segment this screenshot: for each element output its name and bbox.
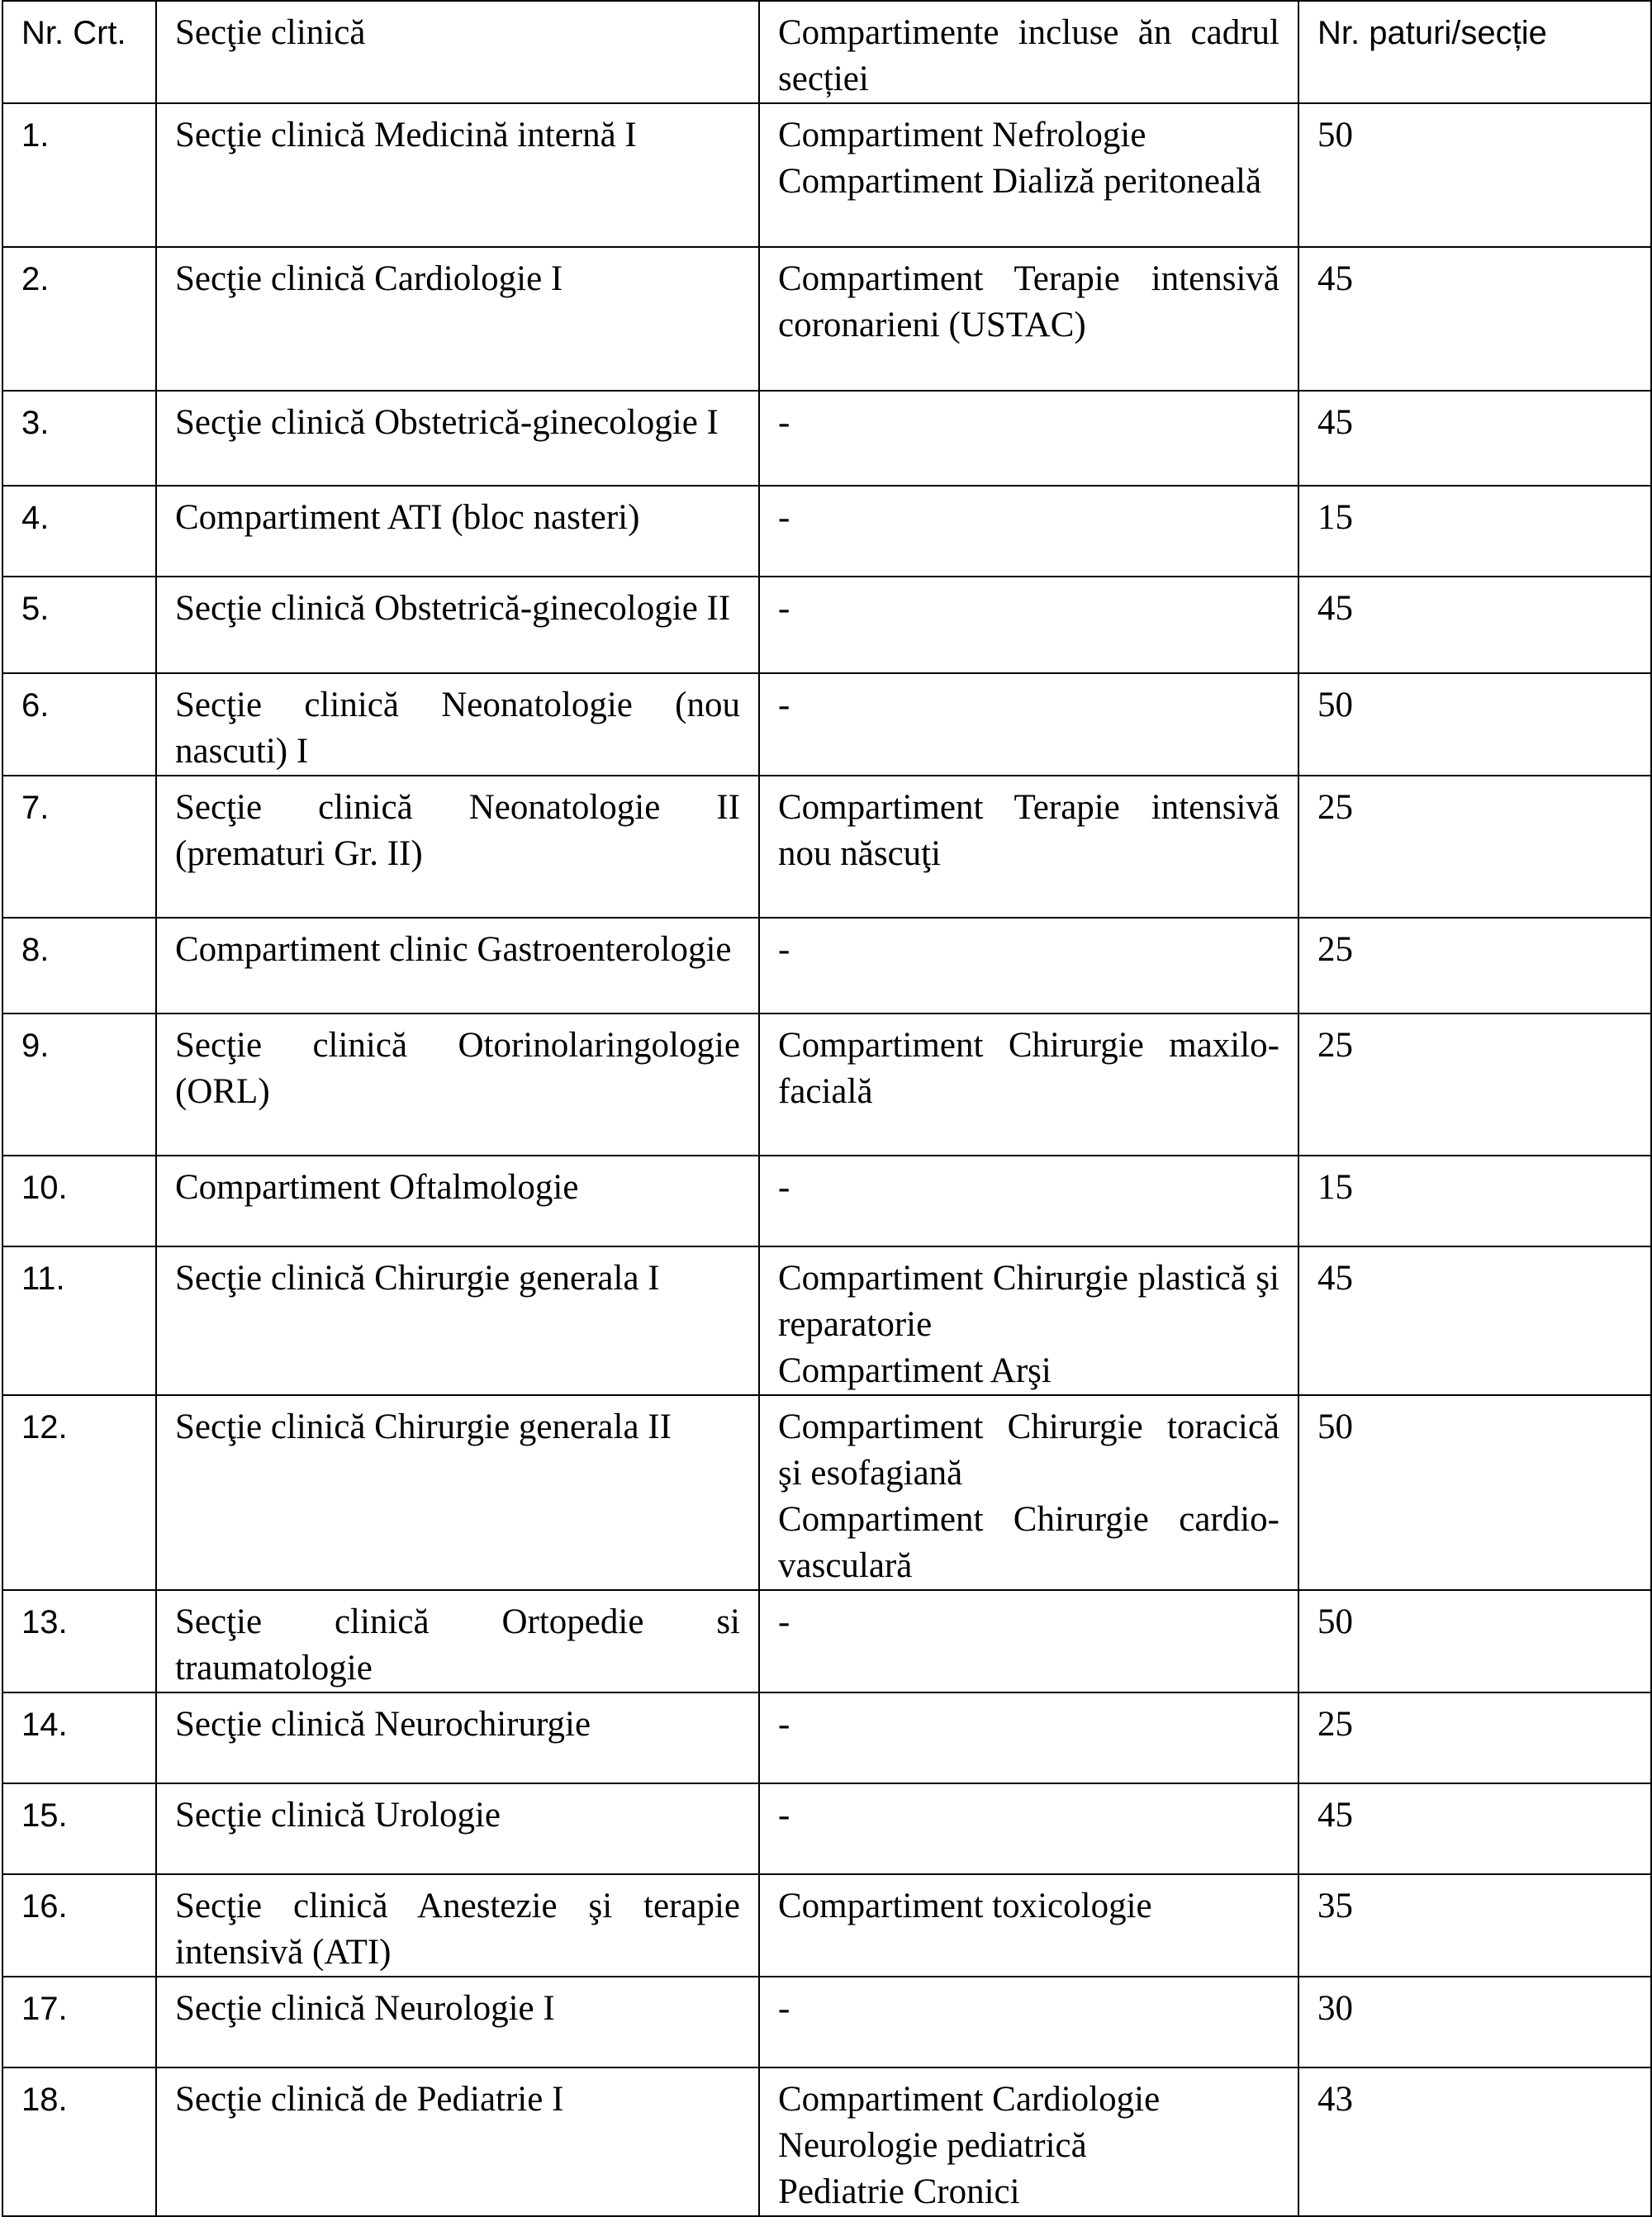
- bed-count: 25: [1298, 1014, 1651, 1156]
- section-name: Secţie clinică Otorinolaringologie (ORL): [156, 1014, 759, 1156]
- row-number: 9.: [2, 1014, 156, 1156]
- table-row: [2, 776, 1651, 918]
- compartment-name: Compartiment toxicologie: [778, 1887, 1152, 1925]
- compartments-cell: [759, 1783, 1298, 1874]
- compartment-name: Pediatrie Cronici: [778, 2172, 1020, 2211]
- compartments-cell: [759, 1874, 1298, 1977]
- header-section: Secţie clinică: [156, 1, 759, 103]
- row-number: 2.: [2, 247, 156, 391]
- compartments-cell: [759, 2067, 1298, 2216]
- compartment-name: -: [778, 1796, 790, 1835]
- bed-count: 43: [1298, 2067, 1651, 2216]
- section-name: Compartiment ATI (bloc nasteri): [156, 486, 759, 577]
- compartments-cell: [759, 1395, 1298, 1590]
- bed-count: 25: [1298, 918, 1651, 1014]
- compartments-cell: [759, 1156, 1298, 1246]
- section-name: Secţie clinică Neonatologie II (prematuri Gr. II): [156, 776, 759, 918]
- compartment-name: Compartiment Terapie intensivă nou născuţi: [778, 788, 1279, 873]
- compartment-name: Compartiment Chirurgie cardio-vasculară: [778, 1500, 1279, 1585]
- table-row: [2, 1977, 1651, 2067]
- compartment-name: Compartiment Nefrologie: [778, 116, 1146, 154]
- compartment-name: Compartiment Chirurgie toracică şi esofagiană: [778, 1408, 1279, 1493]
- header-row: [2, 1, 1651, 103]
- row-number: 11.: [2, 1246, 156, 1395]
- compartment-name: Compartiment Terapie intensivă coronarieni (USTAC): [778, 259, 1279, 344]
- row-number: 1.: [2, 103, 156, 247]
- table-body: [2, 1, 1651, 2216]
- compartments-cell: [759, 1014, 1298, 1156]
- table-row: [2, 1692, 1651, 1783]
- row-number: 3.: [2, 391, 156, 486]
- compartment-name: -: [778, 1602, 790, 1641]
- compartments-cell: [759, 577, 1298, 673]
- compartment-name: Compartiment Arşi: [778, 1351, 1051, 1390]
- bed-count: 50: [1298, 1395, 1651, 1590]
- section-name: Secţie clinică de Pediatrie I: [156, 2067, 759, 2216]
- table-row: [2, 391, 1651, 486]
- compartments-cell: [759, 391, 1298, 486]
- header-compartments: Compartimente incluse ăn cadrul secției: [759, 1, 1298, 103]
- bed-count: 15: [1298, 1156, 1651, 1246]
- section-name: Secţie clinică Ortopedie si traumatologie: [156, 1590, 759, 1692]
- compartments-cell: [759, 1246, 1298, 1395]
- bed-count: 45: [1298, 1246, 1651, 1395]
- bed-count: 50: [1298, 103, 1651, 247]
- row-number: 14.: [2, 1692, 156, 1783]
- table-row: [2, 1395, 1651, 1590]
- section-name: Secţie clinică Chirurgie generala I: [156, 1246, 759, 1395]
- row-number: 18.: [2, 2067, 156, 2216]
- header-beds: Nr. paturi/secție: [1298, 1, 1651, 103]
- table-row: [2, 2067, 1651, 2216]
- table-row: [2, 103, 1651, 247]
- table-row: [2, 247, 1651, 391]
- row-number: 7.: [2, 776, 156, 918]
- row-number: 12.: [2, 1395, 156, 1590]
- hospital-sections-table: [2, 0, 1652, 2217]
- compartment-name: -: [778, 589, 790, 628]
- section-name: Compartiment clinic Gastroenterologie: [156, 918, 759, 1014]
- row-number: 17.: [2, 1977, 156, 2067]
- table-row: [2, 918, 1651, 1014]
- section-name: Secţie clinică Urologie: [156, 1783, 759, 1874]
- bed-count: 50: [1298, 1590, 1651, 1692]
- compartments-cell: [759, 103, 1298, 247]
- compartments-cell: [759, 1977, 1298, 2067]
- compartment-name: -: [778, 1168, 790, 1207]
- bed-count: 25: [1298, 776, 1651, 918]
- bed-count: 50: [1298, 673, 1651, 776]
- bed-count: 30: [1298, 1977, 1651, 2067]
- compartment-name: Compartiment Dializă peritoneală: [778, 162, 1262, 201]
- compartments-cell: [759, 247, 1298, 391]
- compartments-cell: [759, 918, 1298, 1014]
- table-row: [2, 1246, 1651, 1395]
- section-name: Secţie clinică Anestezie şi terapie intensivă (ATI): [156, 1874, 759, 1977]
- compartment-name: Compartiment Chirurgie maxilo-facială: [778, 1026, 1279, 1111]
- row-number: 15.: [2, 1783, 156, 1874]
- compartment-name: -: [778, 1705, 790, 1744]
- compartments-cell: [759, 1590, 1298, 1692]
- bed-count: 15: [1298, 486, 1651, 577]
- section-name: Secţie clinică Cardiologie I: [156, 247, 759, 391]
- compartment-name: -: [778, 930, 790, 969]
- compartment-name: Compartiment Cardiologie: [778, 2080, 1161, 2119]
- table-row: [2, 1590, 1651, 1692]
- section-name: Secţie clinică Chirurgie generala II: [156, 1395, 759, 1590]
- bed-count: 35: [1298, 1874, 1651, 1977]
- compartments-cell: [759, 776, 1298, 918]
- section-name: Compartiment Oftalmologie: [156, 1156, 759, 1246]
- compartment-name: Compartiment Chirurgie plastică şi reparatorie: [778, 1259, 1279, 1344]
- row-number: 8.: [2, 918, 156, 1014]
- section-name: Secţie clinică Neurochirurgie: [156, 1692, 759, 1783]
- row-number: 16.: [2, 1874, 156, 1977]
- row-number: 10.: [2, 1156, 156, 1246]
- bed-count: 45: [1298, 1783, 1651, 1874]
- section-name: Secţie clinică Neurologie I: [156, 1977, 759, 2067]
- bed-count: 45: [1298, 577, 1651, 673]
- compartments-cell: [759, 1692, 1298, 1783]
- table-row: [2, 1783, 1651, 1874]
- table-row: [2, 1156, 1651, 1246]
- compartment-name: -: [778, 1989, 790, 2028]
- section-name: Secţie clinică Obstetrică-ginecologie I: [156, 391, 759, 486]
- section-name: Secţie clinică Neonatologie (nou nascuti) I: [156, 673, 759, 776]
- table-row: [2, 1874, 1651, 1977]
- compartment-name: -: [778, 498, 790, 537]
- table-row: [2, 577, 1651, 673]
- section-name: Secţie clinică Obstetrică-ginecologie II: [156, 577, 759, 673]
- section-name: Secţie clinică Medicină internă I: [156, 103, 759, 247]
- header-nr: Nr. Crt.: [2, 1, 156, 103]
- bed-count: 45: [1298, 391, 1651, 486]
- row-number: 5.: [2, 577, 156, 673]
- compartment-name: Neurologie pediatrică: [778, 2126, 1087, 2165]
- table-row: [2, 1014, 1651, 1156]
- compartment-name: -: [778, 686, 790, 724]
- bed-count: 45: [1298, 247, 1651, 391]
- compartments-cell: [759, 486, 1298, 577]
- bed-count: 25: [1298, 1692, 1651, 1783]
- table-row: [2, 673, 1651, 776]
- table-row: [2, 486, 1651, 577]
- compartments-cell: [759, 673, 1298, 776]
- row-number: 6.: [2, 673, 156, 776]
- row-number: 4.: [2, 486, 156, 577]
- row-number: 13.: [2, 1590, 156, 1692]
- compartment-name: -: [778, 403, 790, 442]
